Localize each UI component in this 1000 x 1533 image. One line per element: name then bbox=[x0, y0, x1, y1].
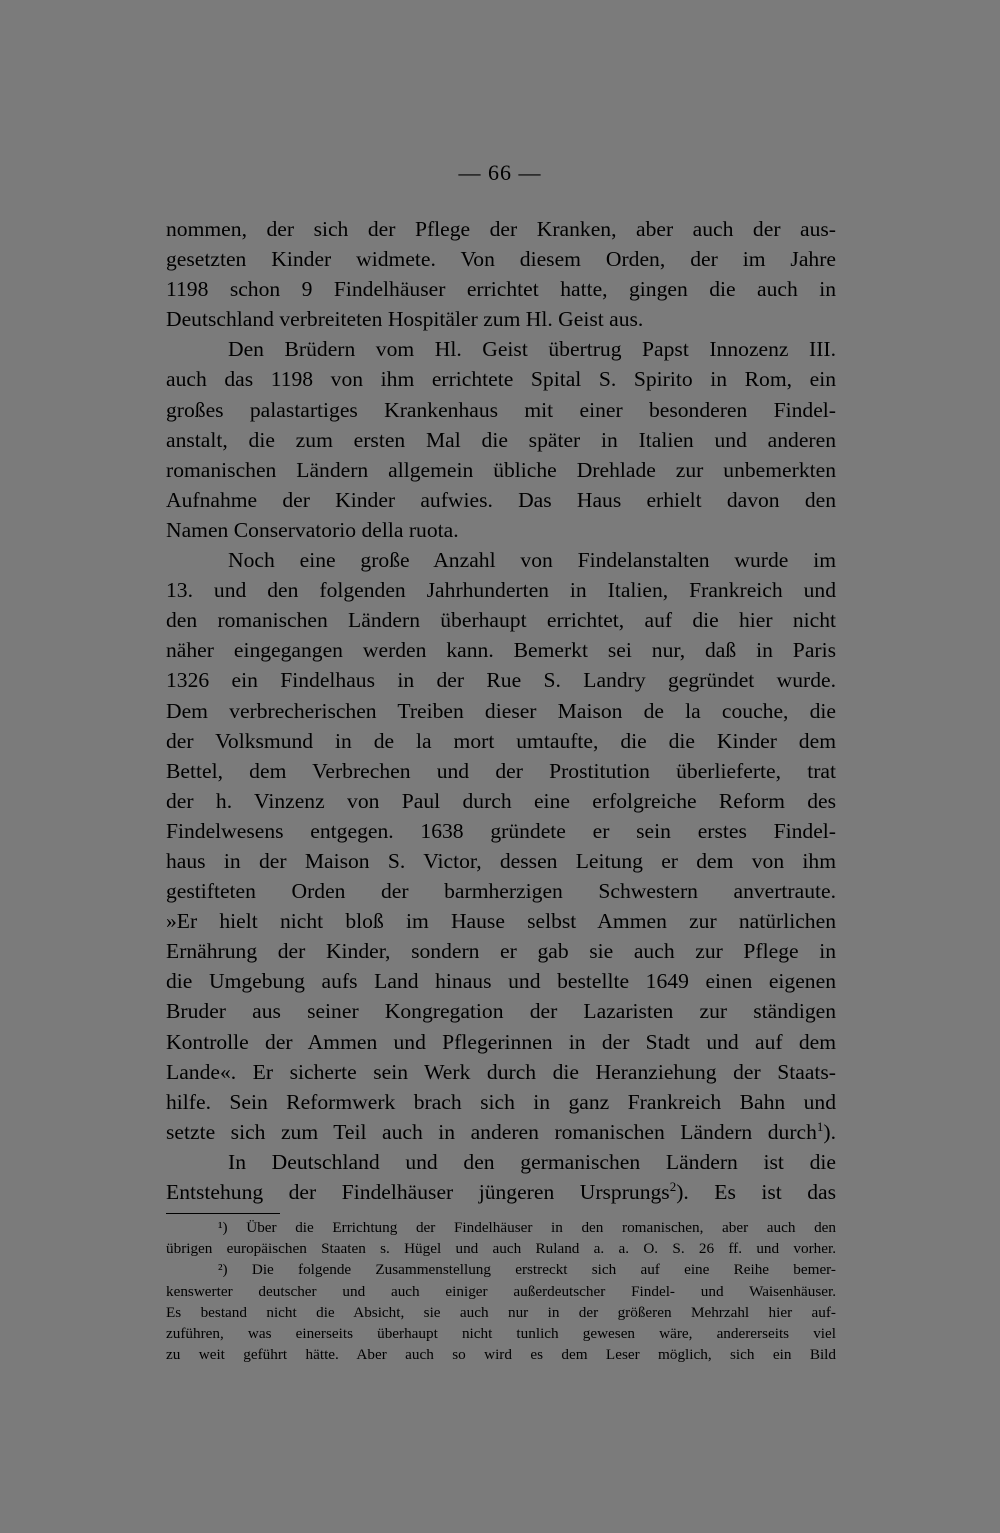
text-line-text: der Volksmund in de la mort umtaufte, die die Kinder dem bbox=[166, 728, 836, 753]
text-line bbox=[166, 876, 836, 906]
text-line-text: Kontrolle der Ammen und Pflegerinnen in der Stadt und auf dem bbox=[166, 1029, 836, 1054]
text-line bbox=[166, 1027, 836, 1057]
text-line-text: den romanischen Ländern überhaupt errichtet, auf die hier nicht bbox=[166, 608, 836, 633]
text-line bbox=[166, 1177, 836, 1207]
text-line bbox=[166, 485, 836, 515]
text-line-text: die Umgebung aufs Land hinaus und bestellte 1649 einen eigenen bbox=[166, 969, 836, 994]
footnote-line bbox=[166, 1259, 836, 1280]
page-number: — 66 — bbox=[458, 160, 542, 185]
text-line bbox=[166, 996, 836, 1026]
text-line bbox=[166, 455, 836, 485]
footnote-reference: 2 bbox=[669, 1178, 677, 1194]
text-line-text: romanischen Ländern allgemein übliche Drehlade zur unbemerkten bbox=[166, 457, 836, 482]
text-line-text: haus in der Maison S. Victor, dessen Leitung er dem von ihm bbox=[166, 848, 836, 873]
text-line bbox=[166, 1117, 836, 1147]
text-line bbox=[166, 786, 836, 816]
text-line-text: Entstehung der Findelhäuser jüngeren Ursprungs bbox=[166, 1180, 670, 1204]
footnote-line-text: zuführen, was einerseits überhaupt nicht tunlich gewesen wäre, andererseits viel bbox=[166, 1324, 836, 1342]
text-line bbox=[166, 1087, 836, 1117]
footnote-line bbox=[166, 1238, 836, 1259]
footnote-line-text: übrigen europäischen Staaten s. Hügel und auch Ruland a. a. O. S. 26 ff. und vorher. bbox=[166, 1240, 836, 1258]
text-line bbox=[166, 515, 836, 545]
text-line-text: gesetzten Kinder widmete. Von diesem Orden, der im Jahre bbox=[166, 247, 836, 272]
text-line bbox=[166, 726, 836, 756]
text-line-tail: ). Es ist das bbox=[676, 1180, 836, 1204]
footnote-line-text: zu weit geführt hätte. Aber auch so wird es dem Leser möglich, sich ein Bild bbox=[166, 1346, 836, 1364]
text-line-text: der h. Vinzenz von Paul durch eine erfolgreiche Reform des bbox=[166, 788, 836, 813]
text-line-text: setzte sich zum Teil auch in anderen romanischen Ländern durch bbox=[166, 1119, 817, 1144]
text-line-text: auch das 1198 von ihm errichtete Spital S. Spirito in Rom, ein bbox=[166, 367, 836, 392]
text-line-text: Namen Conservatorio della ruota. bbox=[166, 517, 459, 542]
text-line-text: Deutschland verbreiteten Hospitäler zum Hl. Geist aus. bbox=[166, 307, 644, 332]
footnote-line bbox=[166, 1281, 836, 1302]
text-line bbox=[166, 665, 836, 695]
text-line-text: Aufnahme der Kinder aufwies. Das Haus erhielt davon den bbox=[166, 487, 836, 512]
text-line-text: Dem verbrecherischen Treiben dieser Maison de la couche, die bbox=[166, 698, 836, 723]
footnote-line-text: ²) Die folgende Zusammenstellung erstreckt sich auf eine Reihe bemer- bbox=[218, 1261, 836, 1279]
text-line bbox=[166, 1057, 836, 1087]
text-line bbox=[166, 1147, 836, 1177]
text-line-text: Lande«. Er sicherte sein Werk durch die Heranziehung der Staats- bbox=[166, 1059, 836, 1084]
body-text bbox=[166, 214, 836, 1207]
footnote-separator bbox=[166, 1213, 280, 1214]
text-line bbox=[166, 635, 836, 665]
footnote-line bbox=[166, 1344, 836, 1365]
text-line-text: gestifteten Orden der barmherzigen Schwestern anvertraute. bbox=[166, 879, 836, 904]
text-line-text: »Er hielt nicht bloß im Hause selbst Ammen zur natürlichen bbox=[166, 909, 836, 934]
text-line-text: In Deutschland und den germanischen Ländern ist die bbox=[228, 1149, 836, 1174]
text-line bbox=[166, 816, 836, 846]
footnote-line-text: kenswerter deutscher und auch einiger außerdeutscher Findel- und Waisenhäuser. bbox=[166, 1282, 836, 1300]
text-line bbox=[166, 696, 836, 726]
text-line bbox=[166, 605, 836, 635]
text-line bbox=[166, 846, 836, 876]
text-line bbox=[166, 334, 836, 364]
footnote-line bbox=[166, 1302, 836, 1323]
text-line bbox=[166, 936, 836, 966]
text-line-text: näher eingegangen werden kann. Bemerkt sei nur, daß in Paris bbox=[166, 638, 836, 663]
text-line-text: Bruder aus seiner Kongregation der Lazaristen zur ständigen bbox=[166, 999, 836, 1024]
text-line-tail: ). bbox=[823, 1119, 836, 1144]
text-line bbox=[166, 966, 836, 996]
footnote-line-text: ¹) Über die Errichtung der Findelhäuser in den romanischen, aber auch den bbox=[218, 1219, 836, 1236]
text-line bbox=[166, 274, 836, 304]
text-line-text: 1198 schon 9 Findelhäuser errichtet hatte, gingen die auch in bbox=[166, 277, 836, 302]
text-line bbox=[166, 244, 836, 274]
text-line-text: nommen, der sich der Pflege der Kranken, aber auch der aus- bbox=[166, 217, 836, 241]
text-line-text: hilfe. Sein Reformwerk brach sich in ganz Frankreich Bahn und bbox=[166, 1089, 836, 1114]
text-line-text: 1326 ein Findelhaus in der Rue S. Landry gegründet wurde. bbox=[166, 668, 836, 693]
footnote-line-text: Es bestand nicht die Absicht, sie auch nur in der größeren Mehrzahl hier auf- bbox=[166, 1303, 836, 1321]
text-line bbox=[166, 304, 836, 334]
footnotes bbox=[166, 1217, 836, 1365]
text-line-text: Findelwesens entgegen. 1638 gründete er sein erstes Findel- bbox=[166, 818, 836, 843]
text-line-text: anstalt, die zum ersten Mal die später in Italien und anderen bbox=[166, 427, 836, 452]
text-line-text: Noch eine große Anzahl von Findelanstalten wurde im bbox=[228, 548, 836, 573]
text-line-text: Den Brüdern vom Hl. Geist übertrug Papst Innozenz III. bbox=[228, 337, 836, 362]
text-line bbox=[166, 364, 836, 394]
footnote-reference: 1 bbox=[816, 1118, 824, 1134]
footnote-line bbox=[166, 1323, 836, 1344]
footnote-line bbox=[166, 1217, 836, 1238]
text-line bbox=[166, 906, 836, 936]
text-line bbox=[166, 545, 836, 575]
text-line bbox=[166, 575, 836, 605]
text-line-text: großes palastartiges Krankenhaus mit einer besonderen Findel- bbox=[166, 397, 836, 422]
text-line bbox=[166, 756, 836, 786]
text-line bbox=[166, 214, 836, 244]
text-line-text: 13. und den folgenden Jahrhunderten in Italien, Frankreich und bbox=[166, 578, 836, 603]
text-line bbox=[166, 425, 836, 455]
text-line-text: Bettel, dem Verbrechen und der Prostitution überlieferte, trat bbox=[166, 758, 836, 783]
text-line-text: Ernährung der Kinder, sondern er gab sie auch zur Pflege in bbox=[166, 939, 836, 964]
text-line bbox=[166, 395, 836, 425]
